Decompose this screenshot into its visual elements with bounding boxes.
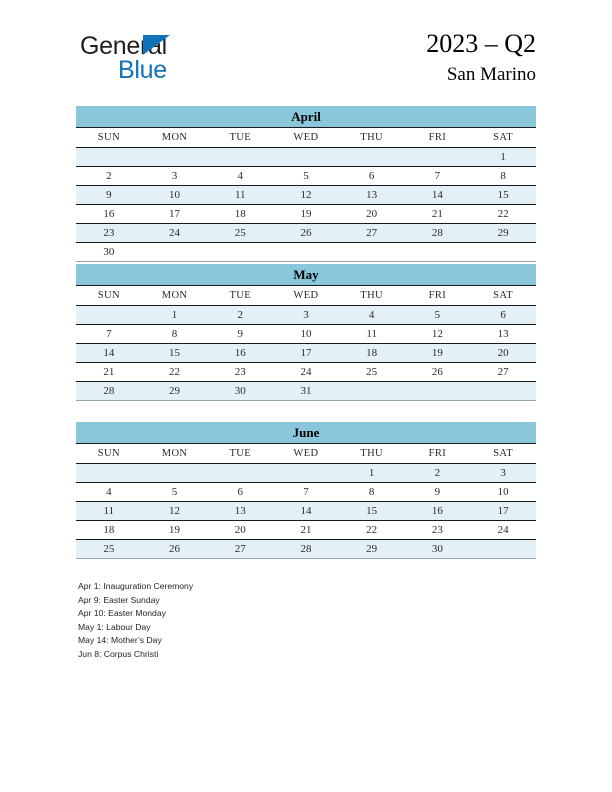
day-cell[interactable]: 16 <box>405 502 471 521</box>
weekday-header-fri: FRI <box>405 128 471 148</box>
day-cell[interactable]: 18 <box>207 205 273 224</box>
day-cell[interactable]: 30 <box>76 243 142 262</box>
day-cell[interactable]: 26 <box>273 224 339 243</box>
day-cell[interactable]: 18 <box>339 344 405 363</box>
weekday-header-wed: WED <box>273 444 339 464</box>
day-cell[interactable]: 1 <box>339 464 405 483</box>
day-cell[interactable]: 12 <box>142 502 208 521</box>
day-cell[interactable]: 12 <box>405 325 471 344</box>
day-cell[interactable]: 5 <box>273 167 339 186</box>
week-row <box>76 483 536 502</box>
week-row <box>76 540 536 559</box>
day-cell[interactable]: 22 <box>142 363 208 382</box>
logo-triangle-icon <box>143 35 170 55</box>
day-cell[interactable]: 25 <box>339 363 405 382</box>
day-cell[interactable]: 13 <box>339 186 405 205</box>
day-cell[interactable]: 9 <box>207 325 273 344</box>
day-cell-empty <box>470 382 536 401</box>
weekday-header-mon: MON <box>142 286 208 306</box>
weekday-header-row <box>76 444 536 464</box>
week-row <box>76 243 536 262</box>
day-cell[interactable]: 16 <box>76 205 142 224</box>
day-cell[interactable]: 7 <box>273 483 339 502</box>
weekday-header-sun: SUN <box>76 286 142 306</box>
day-cell[interactable]: 11 <box>339 325 405 344</box>
month-body <box>76 464 536 559</box>
day-cell[interactable]: 30 <box>207 382 273 401</box>
day-cell[interactable]: 19 <box>142 521 208 540</box>
day-cell[interactable]: 25 <box>76 540 142 559</box>
day-cell[interactable]: 13 <box>207 502 273 521</box>
day-cell[interactable]: 10 <box>273 325 339 344</box>
day-cell[interactable]: 3 <box>142 167 208 186</box>
week-row <box>76 186 536 205</box>
day-cell[interactable]: 27 <box>339 224 405 243</box>
weekday-header-wed: WED <box>273 128 339 148</box>
day-cell[interactable]: 1 <box>470 148 536 167</box>
week-row <box>76 148 536 167</box>
month-body <box>76 306 536 401</box>
weekday-header-fri: FRI <box>405 286 471 306</box>
day-cell-empty <box>207 243 273 262</box>
day-cell[interactable]: 22 <box>339 521 405 540</box>
day-cell-empty <box>470 540 536 559</box>
holiday-legend-item: Apr 1: Inauguration Ceremony <box>78 581 194 591</box>
day-cell[interactable]: 18 <box>76 521 142 540</box>
month-title: April <box>76 106 536 127</box>
day-cell[interactable]: 4 <box>76 483 142 502</box>
logo-text-blue: Blue <box>118 56 167 84</box>
day-cell[interactable]: 24 <box>142 224 208 243</box>
day-cell[interactable]: 11 <box>207 186 273 205</box>
day-cell[interactable]: 10 <box>142 186 208 205</box>
day-cell[interactable]: 23 <box>76 224 142 243</box>
day-cell[interactable]: 31 <box>273 382 339 401</box>
page-subtitle: San Marino <box>446 64 536 85</box>
month-grid <box>76 285 536 401</box>
day-cell[interactable]: 7 <box>76 325 142 344</box>
calendar-month-april <box>76 106 536 262</box>
weekday-header-thu: THU <box>339 128 405 148</box>
day-cell[interactable]: 26 <box>142 540 208 559</box>
weekday-header-sat: SAT <box>470 286 536 306</box>
day-cell[interactable]: 4 <box>207 167 273 186</box>
weekday-header-thu: THU <box>339 444 405 464</box>
week-row <box>76 502 536 521</box>
weekday-header-sat: SAT <box>470 444 536 464</box>
day-cell[interactable]: 17 <box>273 344 339 363</box>
day-cell[interactable]: 20 <box>207 521 273 540</box>
weekday-header-sat: SAT <box>470 128 536 148</box>
calendar-month-may <box>76 264 536 401</box>
day-cell[interactable]: 11 <box>76 502 142 521</box>
day-cell-empty <box>207 464 273 483</box>
day-cell[interactable]: 15 <box>142 344 208 363</box>
day-cell[interactable]: 2 <box>405 464 471 483</box>
day-cell[interactable]: 15 <box>339 502 405 521</box>
week-row <box>76 382 536 401</box>
day-cell[interactable]: 3 <box>470 464 536 483</box>
day-cell[interactable]: 14 <box>405 186 471 205</box>
week-row <box>76 224 536 243</box>
day-cell[interactable]: 10 <box>470 483 536 502</box>
day-cell[interactable]: 20 <box>470 344 536 363</box>
brand-logo <box>80 32 300 88</box>
day-cell[interactable]: 17 <box>470 502 536 521</box>
day-cell[interactable]: 29 <box>339 540 405 559</box>
day-cell[interactable]: 22 <box>470 205 536 224</box>
day-cell[interactable]: 15 <box>470 186 536 205</box>
holiday-legend-item: Apr 9: Easter Sunday <box>78 594 160 605</box>
month-grid <box>76 443 536 559</box>
holiday-legend-item: May 14: Mother’s Day <box>78 635 162 646</box>
day-cell[interactable]: 8 <box>339 483 405 502</box>
weekday-header-row <box>76 128 536 148</box>
day-cell[interactable]: 19 <box>405 344 471 363</box>
day-cell[interactable]: 3 <box>273 306 339 325</box>
day-cell[interactable]: 21 <box>405 205 471 224</box>
weekday-header-fri: FRI <box>405 444 471 464</box>
day-cell[interactable]: 14 <box>76 344 142 363</box>
day-cell[interactable]: 23 <box>405 521 471 540</box>
day-cell-empty <box>470 243 536 262</box>
day-cell-empty <box>273 243 339 262</box>
week-row <box>76 344 536 363</box>
week-row <box>76 205 536 224</box>
day-cell-empty <box>76 464 142 483</box>
month-grid <box>76 127 536 262</box>
week-row <box>76 167 536 186</box>
day-cell[interactable]: 27 <box>207 540 273 559</box>
day-cell[interactable]: 27 <box>470 363 536 382</box>
day-cell[interactable]: 23 <box>207 363 273 382</box>
day-cell-empty <box>273 464 339 483</box>
page-header <box>0 0 612 100</box>
week-row <box>76 363 536 382</box>
day-cell[interactable]: 6 <box>207 483 273 502</box>
day-cell-empty <box>273 148 339 167</box>
day-cell-empty <box>76 306 142 325</box>
day-cell[interactable]: 2 <box>76 167 142 186</box>
day-cell[interactable]: 9 <box>76 186 142 205</box>
holiday-legend-item: May 1: Labour Day <box>78 621 151 632</box>
day-cell[interactable]: 7 <box>405 167 471 186</box>
week-row <box>76 306 536 325</box>
day-cell[interactable]: 28 <box>76 382 142 401</box>
day-cell[interactable]: 19 <box>273 205 339 224</box>
day-cell[interactable]: 28 <box>405 224 471 243</box>
day-cell-empty <box>142 243 208 262</box>
weekday-header-thu: THU <box>339 286 405 306</box>
day-cell-empty <box>142 464 208 483</box>
day-cell[interactable]: 14 <box>273 502 339 521</box>
week-row <box>76 325 536 344</box>
day-cell[interactable]: 13 <box>470 325 536 344</box>
page-title: 2023 – Q2 <box>426 29 536 58</box>
day-cell[interactable]: 2 <box>207 306 273 325</box>
day-cell-empty <box>339 382 405 401</box>
calendar-month-june <box>76 422 536 559</box>
day-cell-empty <box>339 148 405 167</box>
day-cell-empty <box>207 148 273 167</box>
day-cell[interactable]: 21 <box>273 521 339 540</box>
holiday-legend <box>78 580 478 662</box>
day-cell[interactable]: 8 <box>142 325 208 344</box>
month-body <box>76 148 536 262</box>
day-cell[interactable]: 1 <box>142 306 208 325</box>
day-cell[interactable]: 9 <box>405 483 471 502</box>
day-cell[interactable]: 20 <box>339 205 405 224</box>
day-cell[interactable]: 29 <box>470 224 536 243</box>
weekday-header-mon: MON <box>142 128 208 148</box>
day-cell[interactable]: 26 <box>405 363 471 382</box>
logo-text-general: General <box>80 32 167 60</box>
weekday-header-wed: WED <box>273 286 339 306</box>
day-cell[interactable]: 17 <box>142 205 208 224</box>
day-cell[interactable]: 6 <box>339 167 405 186</box>
weekday-header-row <box>76 286 536 306</box>
day-cell[interactable]: 12 <box>273 186 339 205</box>
day-cell-empty <box>142 148 208 167</box>
week-row <box>76 464 536 483</box>
day-cell[interactable]: 30 <box>405 540 471 559</box>
weekday-header-sun: SUN <box>76 444 142 464</box>
day-cell[interactable]: 29 <box>142 382 208 401</box>
title-block <box>426 28 536 88</box>
month-title: May <box>76 264 536 285</box>
day-cell[interactable]: 5 <box>142 483 208 502</box>
day-cell-empty <box>405 148 471 167</box>
day-cell-empty <box>405 382 471 401</box>
day-cell[interactable]: 6 <box>470 306 536 325</box>
day-cell[interactable]: 8 <box>470 167 536 186</box>
day-cell[interactable]: 25 <box>207 224 273 243</box>
day-cell[interactable]: 24 <box>470 521 536 540</box>
day-cell[interactable]: 21 <box>76 363 142 382</box>
weekday-header-tue: TUE <box>207 286 273 306</box>
day-cell-empty <box>405 243 471 262</box>
day-cell[interactable]: 5 <box>405 306 471 325</box>
day-cell[interactable]: 4 <box>339 306 405 325</box>
day-cell[interactable]: 28 <box>273 540 339 559</box>
weekday-header-mon: MON <box>142 444 208 464</box>
holiday-legend-item: Jun 8: Corpus Christi <box>78 648 159 659</box>
weekday-header-tue: TUE <box>207 444 273 464</box>
day-cell[interactable]: 24 <box>273 363 339 382</box>
week-row <box>76 521 536 540</box>
month-title: June <box>76 422 536 443</box>
holiday-legend-item: Apr 10: Easter Monday <box>78 608 166 619</box>
day-cell-empty <box>339 243 405 262</box>
day-cell[interactable]: 16 <box>207 344 273 363</box>
day-cell-empty <box>76 148 142 167</box>
weekday-header-tue: TUE <box>207 128 273 148</box>
weekday-header-sun: SUN <box>76 128 142 148</box>
